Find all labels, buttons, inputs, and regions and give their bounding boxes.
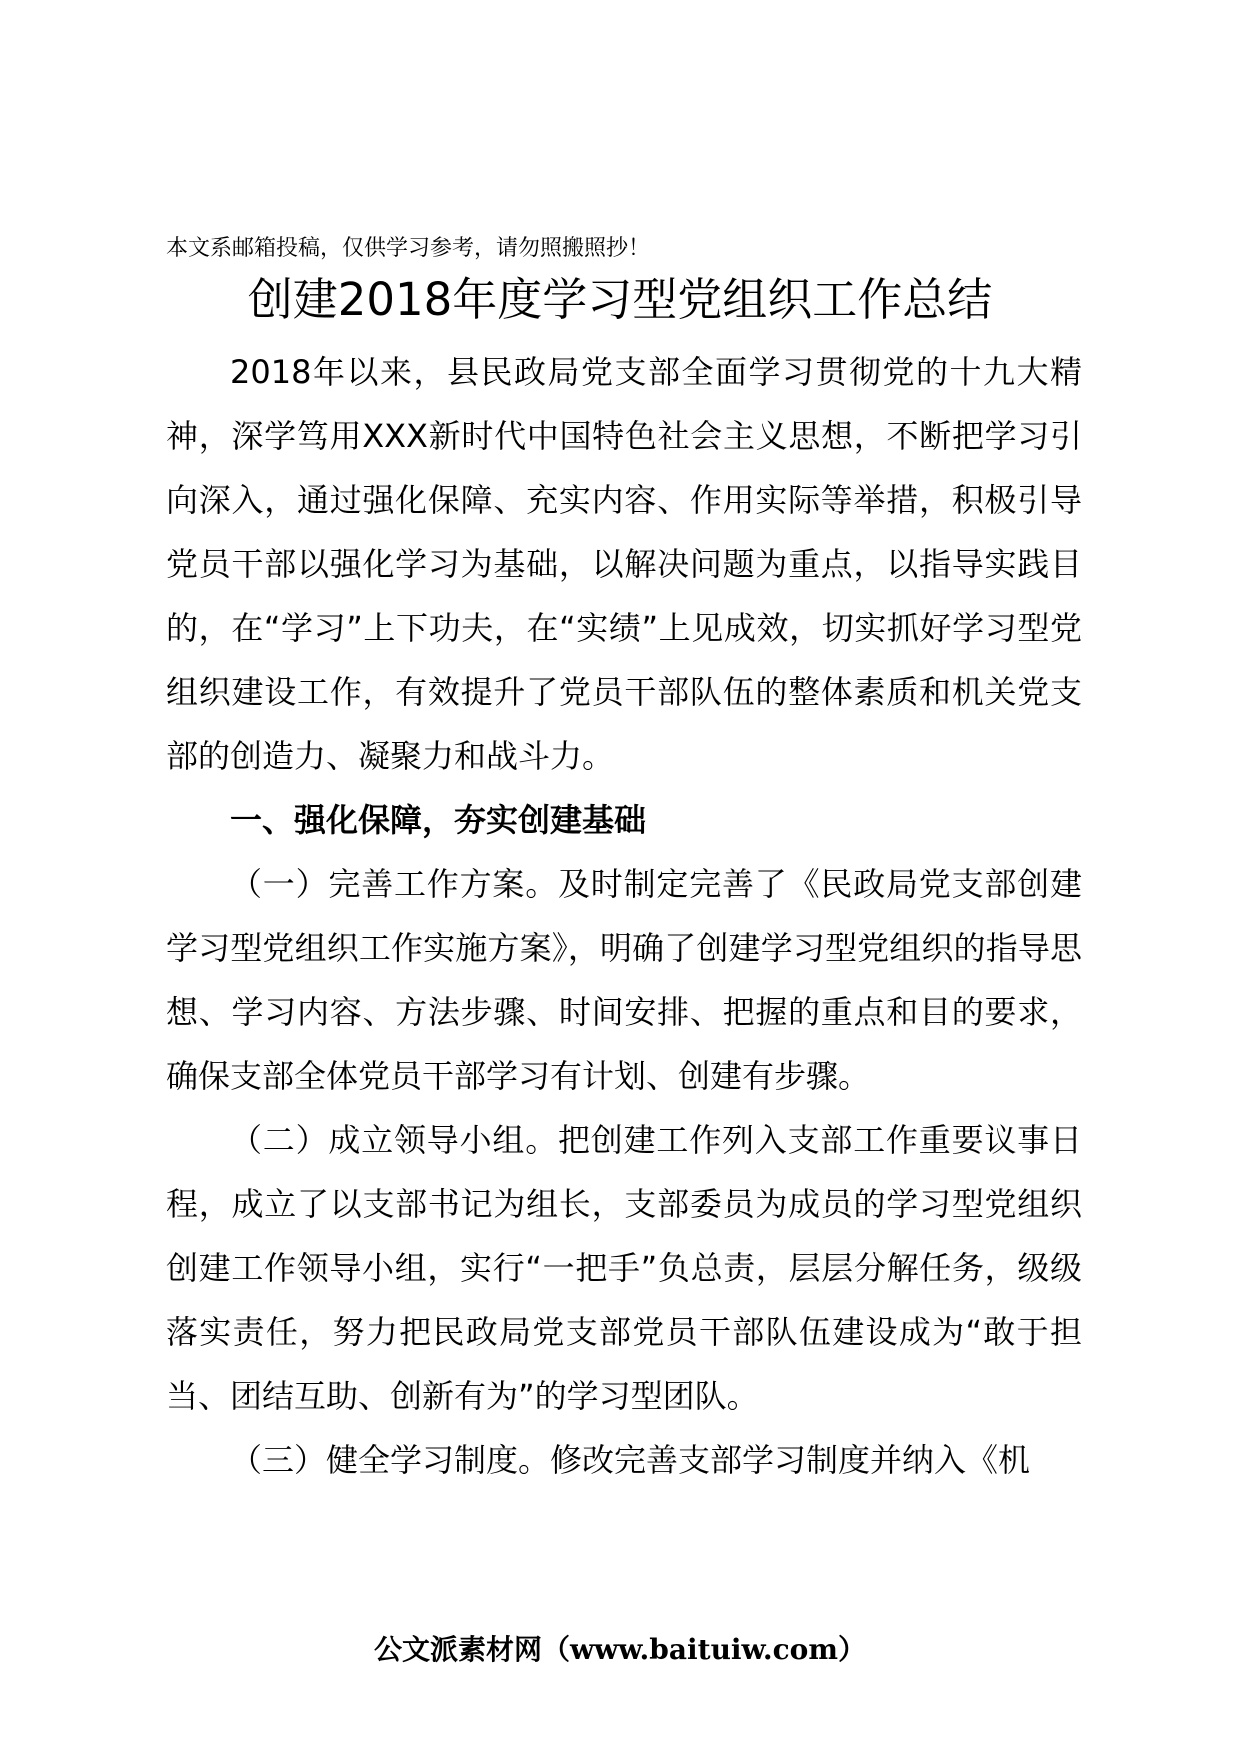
document-body	[166, 340, 1082, 1492]
subsection-1-paragraph: （一）完善工作方案。及时制定完善了《民政局党支部创建学习型党组织工作实施方案》，明确了创建学习型党组织的指导思想、学习内容、方法步骤、时间安排、把握的重点和目的要求，确保支部全体党员干部学习有计划、创建有步骤。	[166, 865, 1082, 1095]
document-title: 创建2018年度学习型党组织工作总结	[247, 273, 993, 326]
subsection-3-paragraph: （三）健全学习制度。修改完善支部学习制度并纳入《机	[230, 1441, 1031, 1479]
submission-notice: 本文系邮箱投稿，仅供学习参考，请勿照搬照抄！	[166, 236, 651, 261]
intro-paragraph: 2018年以来，县民政局党支部全面学习贯彻党的十九大精神，深学笃用XXX新时代中国特色社会主义思想，不断把学习引向深入，通过强化保障、充实内容、作用实际等举措，积极引导党员干部以强化学习为基础，以解决问题为重点，以指导实践目的，在“学习”上下功夫，在“实绩”上见成效，切实抓好学习型党组织建设工作，有效提升了党员干部队伍的整体素质和机关党支部的创造力、凝聚力和战斗力。	[166, 353, 1082, 775]
subsection-2-paragraph: （二）成立领导小组。把创建工作列入支部工作重要议事日程，成立了以支部书记为组长，支部委员为成员的学习型党组织创建工作领导小组，实行“一把手”负总责，层层分解任务，级级落实责任，努力把民政局党支部党员干部队伍建设成为“敢于担当、团结互助、创新有为”的学习型团队。	[166, 1121, 1082, 1415]
footer-source: 公文派素材网（www.baituiw.com）	[374, 1633, 866, 1666]
section-heading-1: 一、强化保障，夯实创建基础	[230, 801, 647, 839]
